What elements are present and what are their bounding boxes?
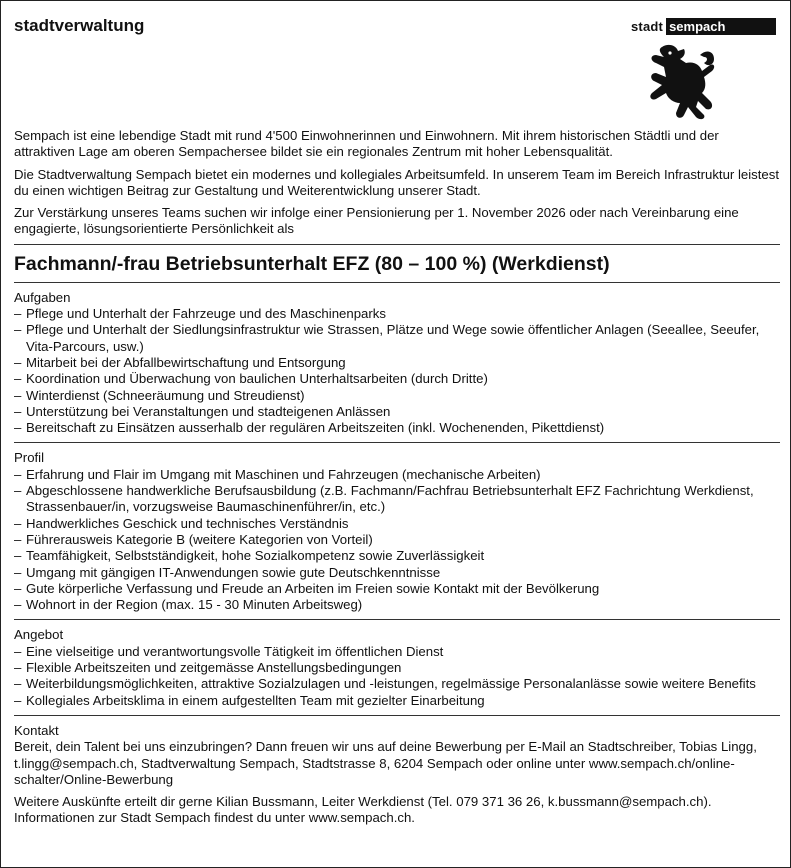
list-item: – Handwerkliches Geschick und technisches Verständnis bbox=[14, 516, 780, 532]
divider bbox=[14, 244, 780, 245]
kontakt-section bbox=[14, 723, 780, 827]
kontakt-apply-text: Bereit, dein Talent bei uns einzubringen? Dann freuen wir uns auf deine Bewerbung per E-Mail an Stadtschreiber, Tobias Lingg, t.lingg@sempach.ch, Stadtverwaltung Sempach, Stadtstrasse 8, 6204 Sempach oder online unter www.sempach.ch/online-schalter/Online-Bewerbung bbox=[14, 739, 757, 787]
list-item: – Gute körperliche Verfassung und Freude an Arbeiten im Freien sowie Kontakt mit der Bevölkerung bbox=[14, 581, 780, 597]
profil-section bbox=[14, 450, 780, 613]
kontakt-info-text: Weitere Auskünfte erteilt dir gerne Kilian Bussmann, Leiter Werkdienst (Tel. 079 371 36 26, k.bussmann@sempach.ch). Informationen zur Stadt Sempach findest du unter www.sempach.ch. bbox=[14, 794, 712, 826]
section-heading: Angebot bbox=[14, 627, 64, 643]
job-title: Fachmann/-frau Betriebsunterhalt EFZ (80 – 100 %) (Werkdienst) bbox=[14, 252, 610, 275]
logo-name: sempach bbox=[666, 18, 776, 35]
stadt-sempach-logo bbox=[631, 18, 776, 35]
divider bbox=[14, 619, 780, 620]
section-heading: Profil bbox=[14, 450, 45, 466]
intro-paragraph: Die Stadtverwaltung Sempach bietet ein modernes und kollegiales Arbeitsumfeld. In unserem Team im Bereich Infrastruktur leistest du einen wichtigen Beitrag zur Gestaltung und Weiterentwicklung unserer Stadt. bbox=[14, 166, 780, 198]
list-item: – Flexible Arbeitszeiten und zeitgemässe Anstellungsbedingungen bbox=[14, 660, 780, 676]
divider bbox=[14, 282, 780, 283]
logo-prefix: stadt bbox=[631, 19, 664, 34]
list-item: – Pflege und Unterhalt der Fahrzeuge und des Maschinenparks bbox=[14, 306, 780, 322]
list-item: – Erfahrung und Flair im Umgang mit Maschinen und Fahrzeugen (mechanische Arbeiten) bbox=[14, 467, 780, 483]
angebot-section bbox=[14, 627, 780, 708]
lion-coat-of-arms-icon bbox=[640, 41, 720, 121]
list-item: – Wohnort in der Region (max. 15 - 30 Minuten Arbeitsweg) bbox=[14, 597, 780, 613]
divider bbox=[14, 715, 780, 716]
list-item: – Eine vielseitige und verantwortungsvolle Tätigkeit im öffentlichen Dienst bbox=[14, 644, 780, 660]
list-item: – Bereitschaft zu Einsätzen ausserhalb der regulären Arbeitszeiten (inkl. Wochenenden, Pikettdienst) bbox=[14, 420, 780, 436]
divider bbox=[14, 442, 780, 443]
list-item: – Mitarbeit bei der Abfallbewirtschaftung und Entsorgung bbox=[14, 355, 780, 371]
aufgaben-list bbox=[14, 306, 780, 436]
list-item: – Weiterbildungsmöglichkeiten, attraktive Sozialzulagen und -leistungen, regelmässige Personalanlässe sowie weitere Benefits bbox=[14, 676, 780, 692]
angebot-list bbox=[14, 644, 780, 709]
section-heading: Aufgaben bbox=[14, 289, 71, 305]
list-item: – Pflege und Unterhalt der Siedlungsinfrastruktur wie Strassen, Plätze und Wege sowie öffentlicher Anlagen (Seeallee, Seeufer, Vita-Parcours, usw.) bbox=[14, 322, 780, 355]
list-item: – Winterdienst (Schneeräumung und Streudienst) bbox=[14, 388, 780, 404]
list-item: – Führerausweis Kategorie B (weitere Kategorien von Vorteil) bbox=[14, 532, 780, 548]
section-heading: Kontakt bbox=[14, 722, 59, 738]
intro-paragraph: Zur Verstärkung unseres Teams suchen wir infolge einer Pensionierung per 1. November 2026 oder nach Vereinbarung eine engagierte, lösungsorientierte Persönlichkeit als bbox=[14, 205, 739, 237]
list-item: – Kollegiales Arbeitsklima in einem aufgestellten Team mit gezielter Einarbeitung bbox=[14, 693, 780, 709]
list-item: – Koordination und Überwachung von baulichen Unterhaltsarbeiten (durch Dritte) bbox=[14, 371, 780, 387]
list-item: – Unterstützung bei Veranstaltungen und stadteigenen Anlässen bbox=[14, 404, 780, 420]
list-item: – Umgang mit gängigen IT-Anwendungen sowie gute Deutschkenntnisse bbox=[14, 565, 780, 581]
list-item: – Teamfähigkeit, Selbstständigkeit, hohe Sozialkompetenz sowie Zuverlässigkeit bbox=[14, 548, 780, 564]
content bbox=[14, 128, 780, 833]
profil-list bbox=[14, 467, 780, 614]
aufgaben-section bbox=[14, 290, 780, 437]
intro-paragraph: Sempach ist eine lebendige Stadt mit rund 4'500 Einwohnerinnen und Einwohnern. Mit ihrem historischen Städtli und der attraktiven Lage am oberen Sempachersee bildet sie ein regionales Zentrum mit hoher Lebensqualität. bbox=[14, 128, 719, 160]
department-label: stadtverwaltung bbox=[14, 16, 145, 35]
list-item: – Abgeschlossene handwerkliche Berufsausbildung (z.B. Fachmann/Fachfrau Betriebsunterhalt EFZ Fachrichtung Werkdienst, Strassenbauer/in, vorzugsweise Baumaschinenführer/in, etc.) bbox=[14, 483, 780, 516]
